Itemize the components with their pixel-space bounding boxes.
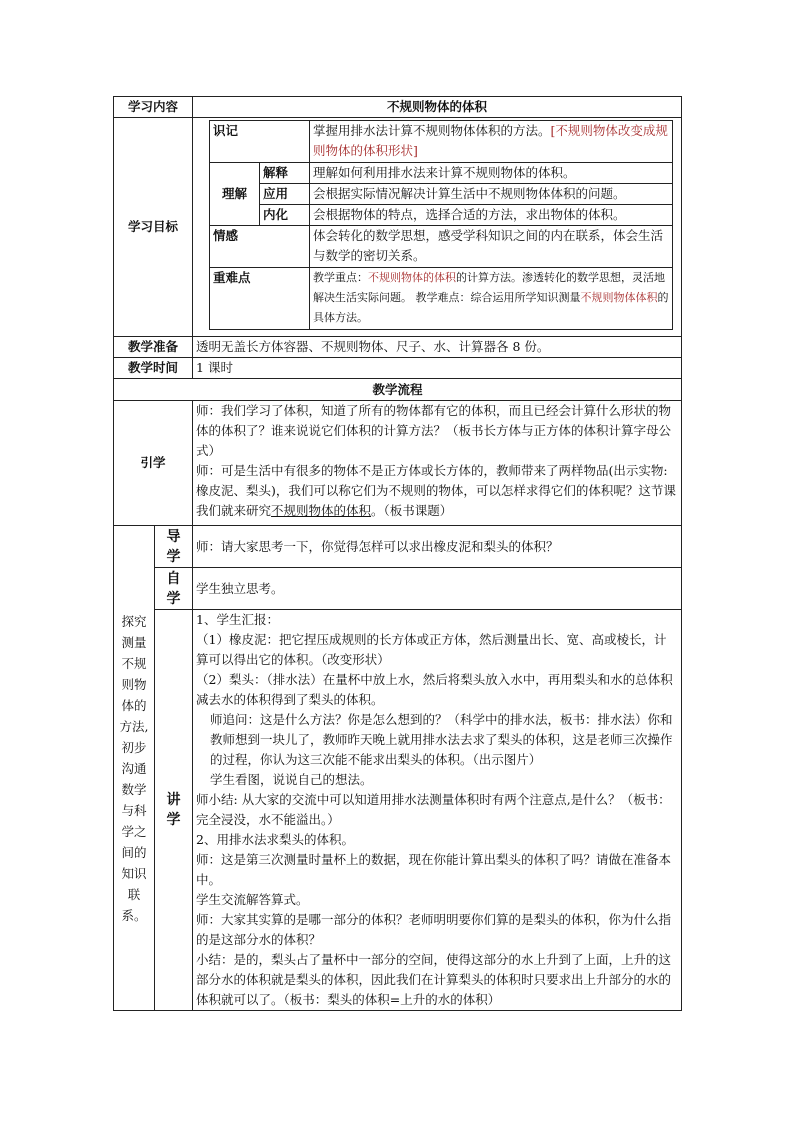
intro-paragraph-1: 师：我们学习了体积，知道了所有的物体都有它的体积，而且已经会计算什么形状的物体的体积了？谁来说说它们体积的计算方法？（板书长方体与正方体的体积计算字母公式） xyxy=(196,403,672,458)
intro-paragraph-2: 师：可是生活中有很多的物体不是正方体或长方体的，教师带来了两样物品(出示实物: 橡皮泥、梨头)，我们可以称它们为不规则的物体，可以怎样求得它们的体积呢？这节课我们就来研究不规则物体的体积。（板书课题） xyxy=(196,463,676,518)
explore-label-line: 知识 xyxy=(121,865,147,881)
prep-text: 透明无盖长方体容器、不规则物体、尺子、水、计算器各 8 份。 xyxy=(193,337,682,358)
intro-label: 引学 xyxy=(114,401,193,526)
memorize-highlight: [不规则物体改变成规则物体的体积形状] xyxy=(313,123,668,158)
memorize-text: 掌握用排水法计算不规则物体体积的方法。[不规则物体改变成规则物体的体积形状] xyxy=(310,121,673,163)
lecture-label: 讲 学 xyxy=(155,610,193,1011)
lesson-title: 不规则物体的体积 xyxy=(193,97,682,118)
self-study-label: 自 学 xyxy=(155,568,193,610)
content-label: 学习内容 xyxy=(114,97,193,118)
time-text: 1 课时 xyxy=(193,358,682,379)
time-label: 教学时间 xyxy=(114,358,193,379)
explore-label-line: 测量 xyxy=(121,634,147,650)
guide-text: 师：请大家思考一下，你觉得怎样可以求出橡皮泥和梨头的体积？ xyxy=(193,526,682,568)
explore-label-line: 不规 xyxy=(121,655,147,671)
apply-text: 会根据实际情况解决计算生活中不规则物体体积的问题。 xyxy=(310,184,673,205)
objectives-cell xyxy=(193,118,682,337)
lecture-line: 师追问：这是什么方法？你是怎么想到的？（科学中的排水法，板书：排水法）你和教师想到一块儿了，教师昨天晚上就用排水法去求了梨头的体积，这是老师三次操作的过程，你认为这三次能不能求出梨头的体积。（出示图片） xyxy=(210,712,673,767)
explore-label-line: 探究 xyxy=(121,613,147,629)
explore-label-line: 学之 xyxy=(121,823,147,839)
self-study-text: 学生独立思考。 xyxy=(193,568,682,610)
explain-text: 理解如何利用排水法来计算不规则物体的体积。 xyxy=(310,163,673,184)
lesson-table xyxy=(113,96,682,1011)
key-text: 教学重点：不规则物体的体积的计算方法。渗透转化的数学思想，灵活地解决生活实际问题。 教学难点：综合运用所学知识测量不规则物体体积的具体方法。 xyxy=(310,268,673,330)
lecture-line: 1、学生汇报： xyxy=(196,612,279,627)
objectives-label: 学习目标 xyxy=(114,118,193,337)
lecture-line: 小结：是的，梨头占了量杯中一部分的空间，使得这部分的水上升到了上面，上升的这部分水的体积就是梨头的体积，因此我们在计算梨头的体积时只要求出上升部分的水的体积就可以了。（板书：梨头的体积=上升的水的体积） xyxy=(196,952,672,1007)
explore-label-line: 间的 xyxy=(121,844,147,860)
prep-label: 教学准备 xyxy=(114,337,193,358)
explore-label-line: 数学 xyxy=(121,781,147,797)
lecture-line: 师：大家其实算的是哪一部分的体积？老师明明要你们算的是梨头的体积，你为什么指的是这部分水的体积？ xyxy=(196,912,672,947)
emotion-label: 情感 xyxy=(210,226,310,268)
explore-label-line: 初步 xyxy=(121,739,147,755)
lecture-line: 2、用排水法求梨头的体积。 xyxy=(196,832,354,847)
lecture-line: 师：这是第三次测量时量杯上的数据，现在你能计算出梨头的体积了吗？请做在准备本中。 xyxy=(196,852,672,887)
explain-label: 解释 xyxy=(260,163,310,184)
lecture-line: （2）梨头：（排水法）在量杯中放上水，然后将梨头放入水中，再用梨头和水的总体积减去水的体积得到了梨头的体积。 xyxy=(196,672,673,707)
apply-label: 应用 xyxy=(260,184,310,205)
lecture-text xyxy=(193,610,682,1011)
explore-label-line: 方法, xyxy=(119,718,149,734)
explore-label-line: 联系。 xyxy=(121,886,147,923)
explore-label-line: 与科 xyxy=(121,802,147,818)
lecture-line: 学生看图，说说自己的想法。 xyxy=(210,772,373,787)
intro-text xyxy=(193,401,682,526)
lecture-line: 学生交流解答算式。 xyxy=(196,892,309,907)
explore-label-line: 沟通 xyxy=(121,760,147,776)
explore-label-line: 则物 xyxy=(121,676,147,692)
lesson-plan xyxy=(113,96,681,1011)
objectives-table xyxy=(209,120,673,330)
key-label: 重难点 xyxy=(210,268,310,330)
flow-title: 教学流程 xyxy=(114,379,682,401)
lecture-line: （1）橡皮泥：把它捏压成规则的长方体或正方体，然后测量出长、宽、高或棱长，计算可以得出它的体积。（改变形状） xyxy=(196,632,667,667)
memorize-label: 识记 xyxy=(210,121,310,163)
guide-label: 导 学 xyxy=(155,526,193,568)
internalize-text: 会根据物体的特点，选择合适的方法，求出物体的体积。 xyxy=(310,205,673,226)
internalize-label: 内化 xyxy=(260,205,310,226)
emotion-text: 体会转化的数学思想，感受学科知识之间的内在联系，体会生活与数学的密切关系。 xyxy=(310,226,673,268)
understand-label: 理解 xyxy=(210,163,260,226)
explore-label-line: 体的 xyxy=(121,697,147,713)
lecture-line: 师小结: 从大家的交流中可以知道用排水法测量体积时有两个注意点,是什么？（板书：完全浸没，水不能溢出。） xyxy=(196,792,671,827)
explore-label xyxy=(114,526,155,1011)
